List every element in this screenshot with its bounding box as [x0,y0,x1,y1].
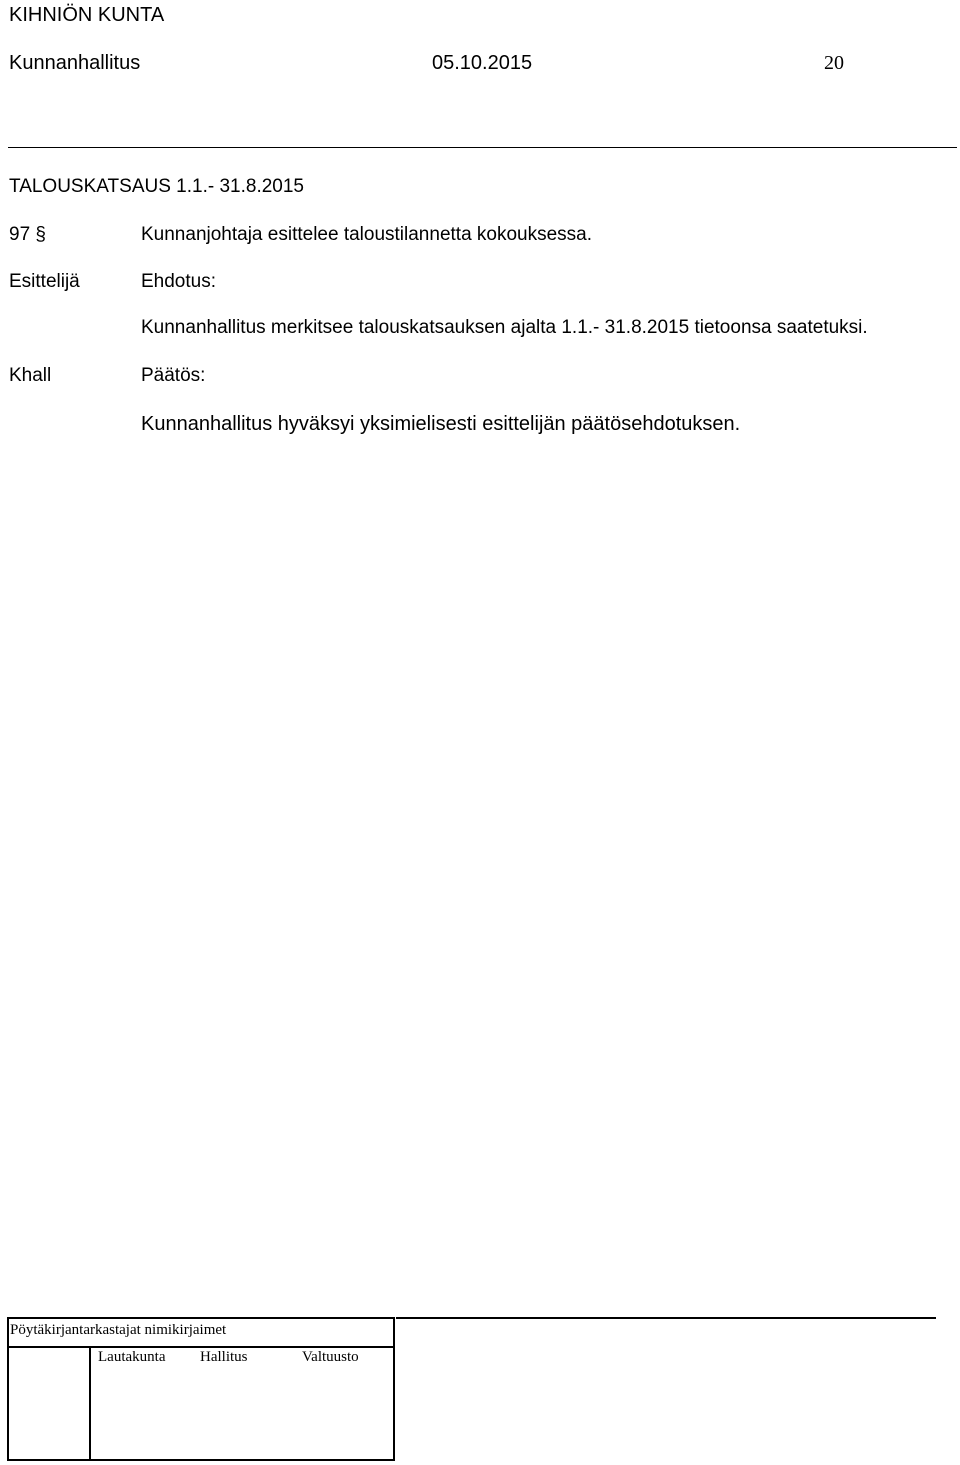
item-intro: Kunnanjohtaja esittelee taloustilannetta kokouksessa. [141,224,593,245]
board-label: Khall [9,365,52,386]
presenter-label: Esittelijä [9,271,80,292]
page-number: 20 [824,52,844,74]
decision-text: Kunnanhallitus hyväksyi yksimielisesti esittelijän päätösehdotuksen. [141,413,741,435]
municipality-name: KIHNIÖN KUNTA [9,4,165,26]
column-hallitus: Hallitus [200,1349,248,1365]
proposal-heading: Ehdotus: [141,271,216,292]
signature-box-column-divider [89,1346,91,1461]
column-lautakunta: Lautakunta [98,1349,166,1365]
decision-heading: Päätös: [141,365,206,386]
proposal-text: Kunnanhallitus merkitsee talouskatsauksen ajalta 1.1.- 31.8.2015 tietoonsa saatetuksi. [141,317,868,338]
signatures-label: Pöytäkirjantarkastajat nimikirjaimet [10,1322,227,1338]
item-number: 97 § [9,224,46,245]
meeting-date: 05.10.2015 [432,52,533,74]
footer-rule [396,1317,936,1319]
section-title: TALOUSKATSAUS 1.1.- 31.8.2015 [9,176,304,197]
meeting-body: Kunnanhallitus [9,52,141,74]
column-valtuusto: Valtuusto [302,1349,359,1365]
header-divider [8,147,957,148]
